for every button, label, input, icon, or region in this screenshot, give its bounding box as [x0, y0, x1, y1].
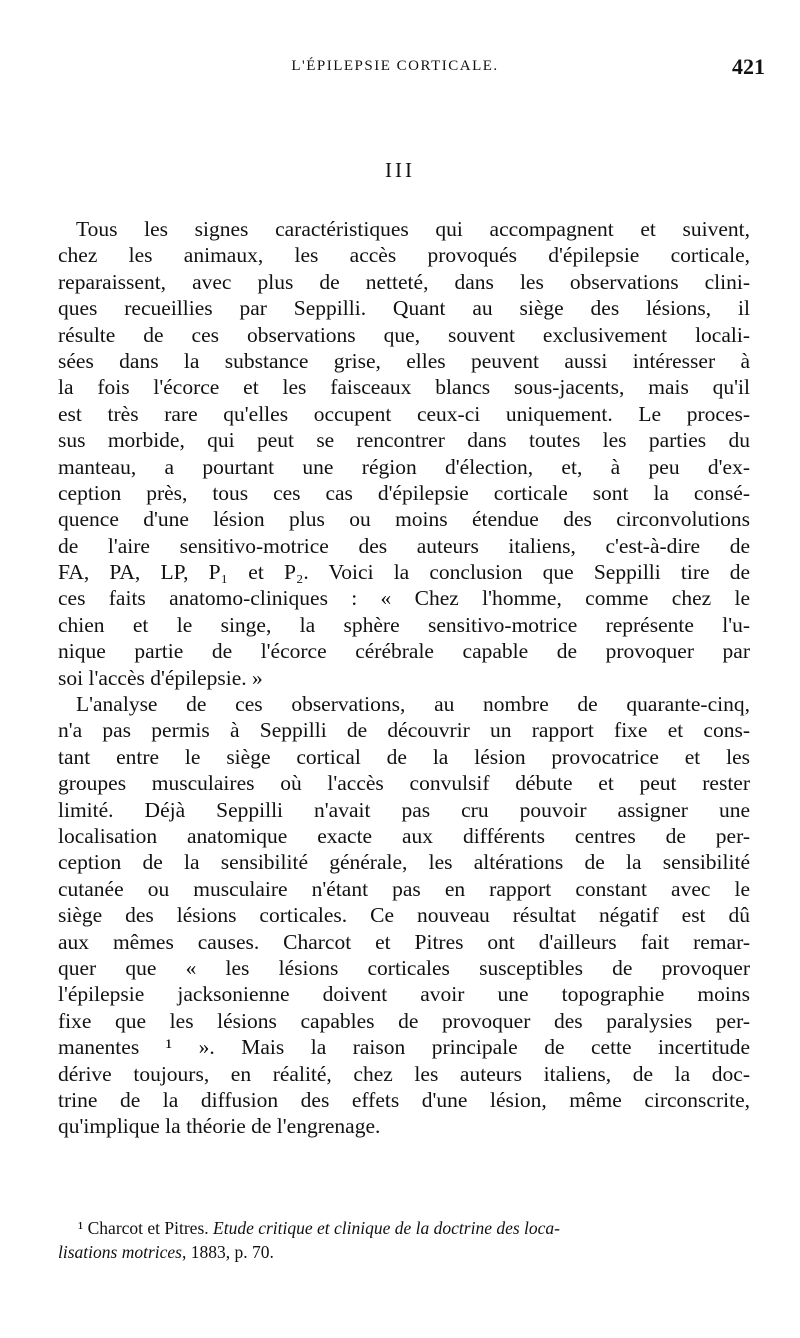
running-title: L'ÉPILEPSIE CORTICALE. [291, 58, 499, 74]
text-line: fixe que les lésions capables de provoquer des paralysies per- [58, 1008, 750, 1033]
text-line: tant entre le siège cortical de la lésion provocatrice et les [58, 744, 750, 769]
footnote-authors: Charcot et Pitres. [87, 1218, 209, 1238]
footnote-line [58, 1240, 750, 1264]
footnote-title-cont: lisations motrices [58, 1242, 182, 1262]
page-number: 421 [732, 54, 765, 79]
text-line: quence d'une lésion plus ou moins étendue des circonvolutions [58, 507, 750, 532]
text-line: siège des lésions corticales. Ce nouveau résultat négatif est dû [58, 903, 750, 928]
footnote [58, 1216, 750, 1264]
text-line: sées dans la substance grise, elles peuvent aussi intéresser à [58, 348, 750, 373]
section-heading: III [385, 158, 415, 182]
paragraph-2 [58, 691, 750, 1140]
text-line: dérive toujours, en réalité, chez les auteurs italiens, de la doc- [58, 1061, 750, 1086]
text-line: cutanée ou musculaire n'étant pas en rapport constant avec le [58, 876, 750, 901]
paragraph-1 [58, 216, 750, 691]
text-line: ques recueillies par Seppilli. Quant au siège des lésions, il [58, 296, 750, 321]
footnote-line [58, 1216, 750, 1240]
text-line: est très rare qu'elles occupent ceux-ci uniquement. Le proces- [58, 401, 750, 426]
text-line: ces faits anatomo-cliniques : « Chez l'homme, comme chez le [58, 586, 750, 611]
text-line: trine de la diffusion des effets d'une lésion, même circonscrite, [58, 1087, 750, 1112]
footnote-year-page: , 1883, p. 70. [181, 1242, 274, 1262]
text-line: L'analyse de ces observations, au nombre de quarante-cinq, [76, 692, 750, 717]
text-line: quer que « les lésions corticales susceptibles de provoquer [58, 955, 750, 980]
text-line: manteau, a pourtant une région d'élection, et, à peu d'ex- [58, 454, 750, 479]
text-line: groupes musculaires où l'accès convulsif débute et peut rester [58, 771, 750, 796]
text-line: chez les animaux, les accès provoqués d'épilepsie corticale, [58, 243, 750, 268]
footnote-marker: ¹ [78, 1218, 84, 1238]
text-line: chien et le singe, la sphère sensitivo-motrice représente l'u- [58, 612, 750, 637]
text-line: ception près, tous ces cas d'épilepsie corticale sont la consé- [58, 480, 750, 505]
text-line: FA, PA, LP, P₁ et P₂. Voici la conclusion que Seppilli tire de [58, 560, 750, 585]
text-line: qu'implique la théorie de l'engrenage. [58, 1114, 381, 1139]
text-line: de l'aire sensitivo-motrice des auteurs italiens, c'est-à-dire de [58, 533, 750, 558]
text-line: l'épilepsie jacksonienne doivent avoir une topographie moins [58, 982, 750, 1007]
text-line: nique partie de l'écorce cérébrale capable de provoquer par [58, 639, 750, 664]
text-line: Tous les signes caractéristiques qui accompagnent et suivent, [76, 217, 750, 241]
text-line: limité. Déjà Seppilli n'avait pas cru pouvoir assigner une [58, 797, 750, 822]
footnote-title: Etude critique et clinique de la doctrine des loca- [213, 1218, 560, 1238]
text-line: sus morbide, qui peut se rencontrer dans toutes les parties du [58, 428, 750, 453]
text-line: n'a pas permis à Seppilli de découvrir un rapport fixe et cons- [58, 718, 750, 743]
text-line: reparaissent, avec plus de netteté, dans les observations clini- [58, 269, 750, 294]
text-line: aux mêmes causes. Charcot et Pitres ont d'ailleurs fait remar- [58, 929, 750, 954]
text-line: la fois l'écorce et les faisceaux blancs sous-jacents, mais qu'il [58, 375, 750, 400]
body-text [58, 216, 750, 1140]
text-line: localisation anatomique exacte aux différents centres de per- [58, 823, 750, 848]
text-line: résulte de ces observations que, souvent exclusivement locali- [58, 322, 750, 347]
text-line: soi l'accès d'épilepsie. » [58, 665, 263, 690]
text-line: manentes ¹ ». Mais la raison principale de cette incertitude [58, 1035, 750, 1060]
running-head [0, 54, 800, 82]
text-line: ception de la sensibilité générale, les altérations de la sensibilité [58, 850, 750, 875]
